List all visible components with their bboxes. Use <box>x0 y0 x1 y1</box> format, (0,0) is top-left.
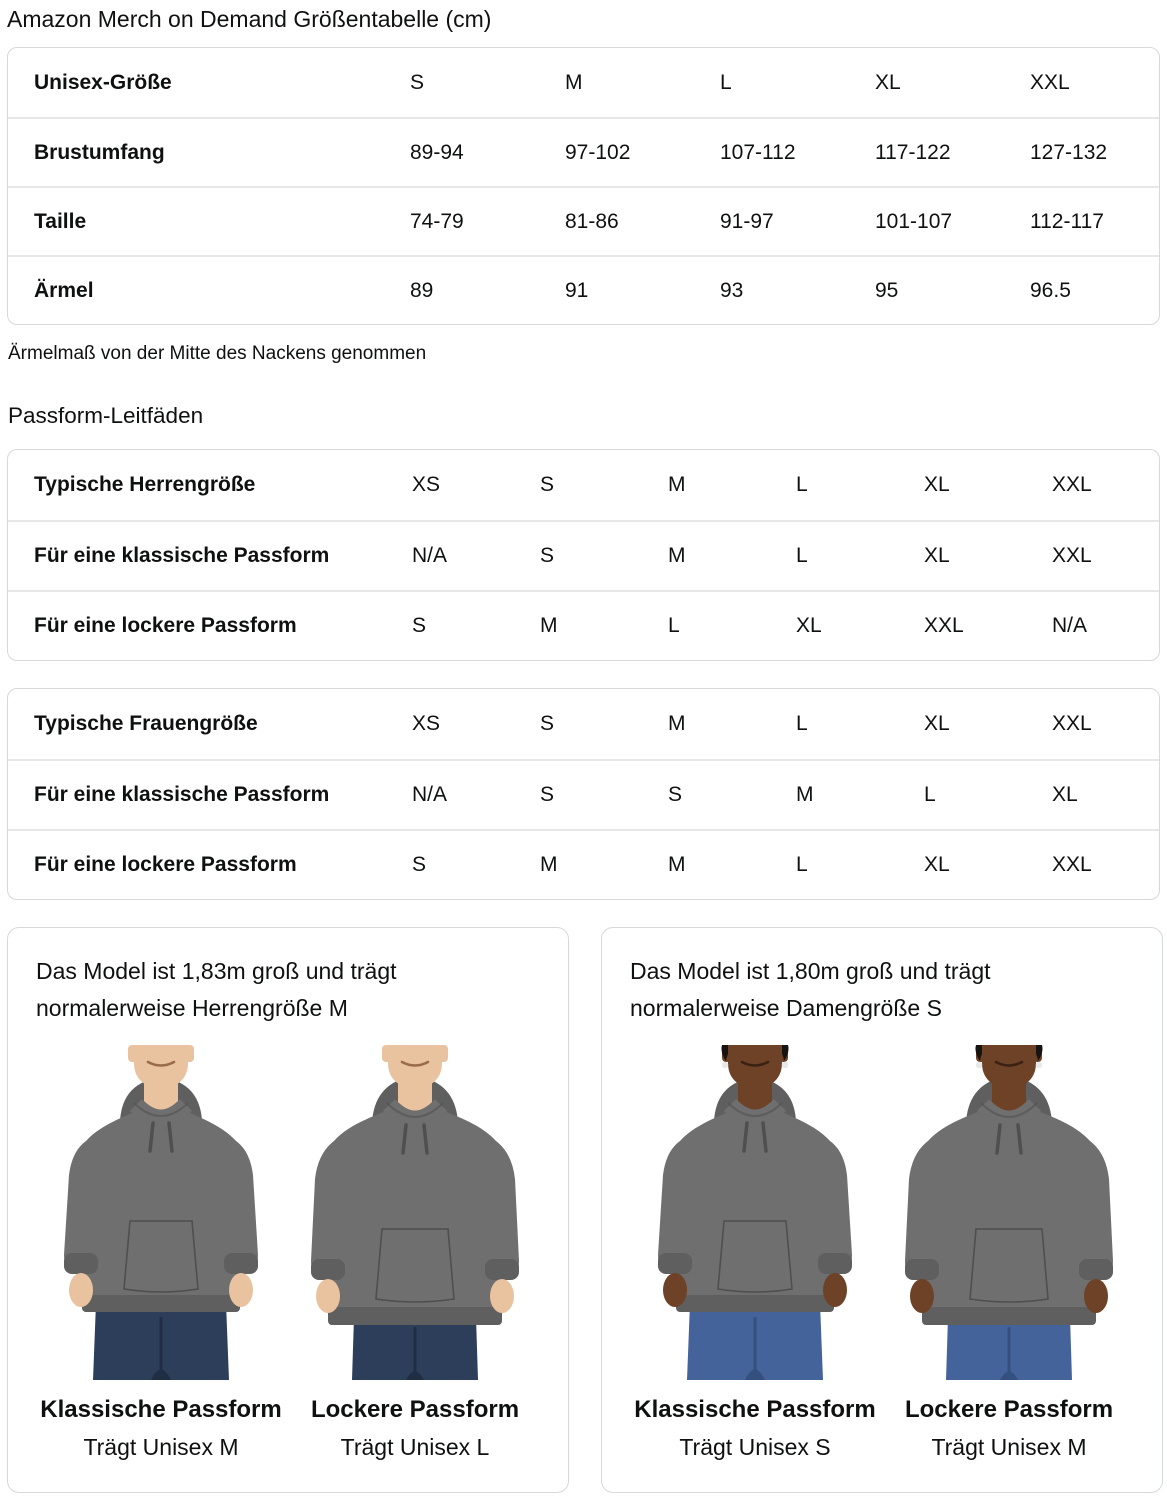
row-label: Unisex-Größe <box>34 70 172 94</box>
cell-value: XL <box>796 614 822 637</box>
cell-value: M <box>796 783 814 806</box>
model-photo-loose-fit-women <box>884 1045 1134 1380</box>
fit-label: Klassische Passform <box>40 1395 282 1423</box>
cell-value: XL <box>1052 783 1078 806</box>
cell-value: M <box>540 853 558 876</box>
row-label: Typische Herrengröße <box>34 473 256 496</box>
size-label: Trägt Unisex S <box>679 1433 831 1460</box>
cell-value: XS <box>412 473 441 496</box>
cell-value: XL <box>924 544 950 567</box>
cell-value: L <box>668 614 680 637</box>
cell-value: L <box>796 712 808 735</box>
table-row <box>8 117 1159 186</box>
cell-value: M <box>540 614 558 637</box>
cell-value: S <box>412 614 427 637</box>
table-row <box>8 759 1159 829</box>
size-label: Trägt Unisex M <box>931 1433 1087 1460</box>
cell-value: N/A <box>412 544 448 567</box>
fit-label: Lockere Passform <box>310 1395 520 1423</box>
cell-value: 95 <box>875 278 899 302</box>
cell-value: XL <box>924 853 950 876</box>
table-row <box>8 48 1159 117</box>
cell-value: M <box>668 473 686 496</box>
cell-value: XL <box>924 473 950 496</box>
mens-fit-table <box>7 449 1160 661</box>
cell-value: L <box>796 853 808 876</box>
cell-value: 89 <box>410 278 434 302</box>
classic-fit-figure <box>36 1045 286 1461</box>
cell-value: XS <box>412 712 441 735</box>
figure-caption <box>630 1396 880 1461</box>
table-row <box>8 255 1159 324</box>
figure-caption <box>36 1396 286 1461</box>
row-label: Für eine klassische Passform <box>34 783 330 806</box>
cell-value: L <box>796 473 808 496</box>
cell-value: M <box>668 544 686 567</box>
cell-value: XL <box>924 712 950 735</box>
row-label: Typische Frauengröße <box>34 712 258 735</box>
cell-value: 97-102 <box>565 140 631 164</box>
cell-value: 101-107 <box>875 209 953 233</box>
model-cards <box>7 927 1160 1493</box>
cell-value: 91 <box>565 278 589 302</box>
figure-caption <box>884 1396 1134 1461</box>
size-label: Trägt Unisex L <box>340 1433 490 1460</box>
cell-value: XXL <box>924 614 964 637</box>
row-label: Für eine lockere Passform <box>34 614 297 637</box>
fit-label: Klassische Passform <box>634 1395 876 1423</box>
cell-value: S <box>668 783 683 806</box>
classic-fit-figure <box>630 1045 880 1461</box>
cell-value: XXL <box>1030 70 1070 94</box>
row-label: Taille <box>34 209 87 233</box>
cell-value: L <box>720 70 732 94</box>
figure-caption <box>290 1396 540 1461</box>
cell-value: 93 <box>720 278 744 302</box>
fit-guides-heading: Passform-Leitfäden <box>8 403 204 428</box>
row-label: Für eine lockere Passform <box>34 853 297 876</box>
model-description: Das Model ist 1,80m groß und trägt normalerweise Damengröße S <box>630 958 991 1021</box>
cell-value: L <box>924 783 936 806</box>
cell-value: N/A <box>1052 614 1088 637</box>
cell-value: M <box>668 853 686 876</box>
row-label: Brustumfang <box>34 140 165 164</box>
model-photo-classic-fit-men <box>36 1045 286 1380</box>
cell-value: XXL <box>1052 473 1092 496</box>
model-figures <box>630 1045 1134 1461</box>
mens-model-card <box>7 927 569 1493</box>
model-photo-classic-fit-women <box>630 1045 880 1380</box>
cell-value: 91-97 <box>720 209 774 233</box>
cell-value: M <box>668 712 686 735</box>
table-row <box>8 689 1159 759</box>
model-description: Das Model ist 1,83m groß und trägt normalerweise Herrengröße M <box>36 958 397 1021</box>
cell-value: S <box>540 783 555 806</box>
cell-value: 112-117 <box>1030 209 1104 233</box>
size-table <box>7 47 1160 325</box>
cell-value: M <box>565 70 583 94</box>
cell-value: L <box>796 544 808 567</box>
cell-value: 89-94 <box>410 140 464 164</box>
cell-value: 96.5 <box>1030 278 1071 302</box>
cell-value: 117-122 <box>875 140 951 164</box>
table-row <box>8 520 1159 590</box>
sleeve-measure-note: Ärmelmaß von der Mitte des Nackens genommen <box>8 343 427 364</box>
cell-value: XL <box>875 70 901 94</box>
table-row <box>8 590 1159 660</box>
cell-value: 81-86 <box>565 209 619 233</box>
page-title: Amazon Merch on Demand Größentabelle (cm) <box>7 6 492 32</box>
model-figures <box>36 1045 540 1461</box>
cell-value: 107-112 <box>720 140 796 164</box>
womens-fit-table <box>7 688 1160 900</box>
womens-model-card <box>601 927 1163 1493</box>
cell-value: 127-132 <box>1030 140 1108 164</box>
cell-value: S <box>540 544 555 567</box>
cell-value: XXL <box>1052 853 1092 876</box>
table-row <box>8 450 1159 520</box>
cell-value: S <box>540 473 555 496</box>
cell-value: S <box>540 712 555 735</box>
row-label: Für eine klassische Passform <box>34 544 330 567</box>
cell-value: S <box>412 853 427 876</box>
table-row <box>8 829 1159 899</box>
size-label: Trägt Unisex M <box>83 1433 239 1460</box>
loose-fit-figure <box>290 1045 540 1461</box>
cell-value: N/A <box>412 783 448 806</box>
cell-value: S <box>410 70 425 94</box>
table-row <box>8 186 1159 255</box>
loose-fit-figure <box>884 1045 1134 1461</box>
model-photo-loose-fit-men <box>290 1045 540 1380</box>
cell-value: 74-79 <box>410 209 464 233</box>
cell-value: XXL <box>1052 712 1092 735</box>
cell-value: XXL <box>1052 544 1092 567</box>
fit-label: Lockere Passform <box>904 1395 1114 1423</box>
row-label: Ärmel <box>34 278 94 302</box>
